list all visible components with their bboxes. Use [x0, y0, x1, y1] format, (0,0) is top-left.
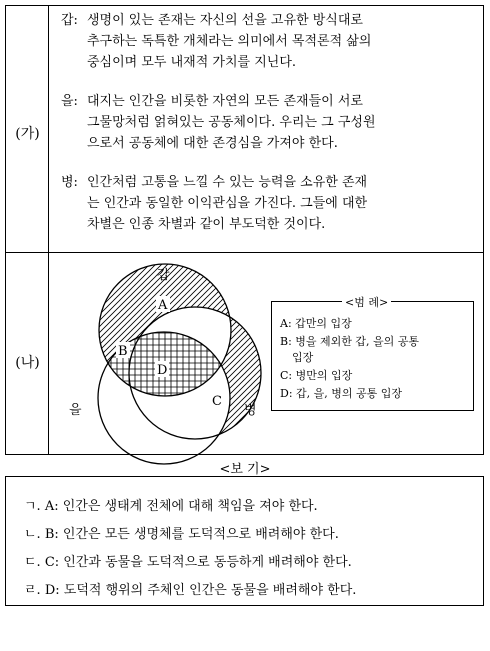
- label-eul: 을: [69, 403, 82, 418]
- bogi-box: [5, 476, 484, 606]
- label-region-a: A: [158, 298, 168, 313]
- row-label-ga: (가): [15, 126, 40, 142]
- legend-box: [271, 296, 474, 411]
- statement-line: 대지는 인간을 비롯한 자연의 모든 존재들이 서로: [87, 94, 363, 109]
- statement-line: 추구하는 독특한 개체라는 의미에서 목적론적 삶의: [87, 34, 372, 49]
- legend-title: <범 례>: [342, 294, 391, 310]
- row-label-na: (나): [15, 355, 40, 371]
- legend-item: D: 갑, 을, 병의 공통 입장: [280, 387, 403, 400]
- statement-line: 으로서 공동체에 대한 존경심을 가져야 한다.: [87, 136, 338, 151]
- bogi-item: ㄴ. B: 인간은 모든 생명체를 도덕적으로 배려해야 한다.: [24, 527, 339, 542]
- label-region-b: B: [118, 344, 128, 359]
- legend-item: B: 병을 제외한 갑, 을의 공통: [280, 335, 420, 348]
- statement-line: 생명이 있는 존재는 자신의 선을 고유한 방식대로: [87, 13, 363, 28]
- statement-line: 차별은 인종 차별과 같이 부도덕한 것이다.: [87, 217, 326, 232]
- legend-item: A: 갑만의 입장: [280, 317, 352, 330]
- label-region-d: D: [157, 363, 168, 378]
- bogi-item: ㄹ. D: 도덕적 행위의 주체인 인간은 동물을 배려해야 한다.: [24, 583, 357, 598]
- legend-item: C: 병만의 입장: [280, 369, 353, 382]
- speaker-label: 을:: [61, 94, 78, 109]
- statement-line: 그물망처럼 얽혀있는 공동체이다. 우리는 그 구성원: [87, 115, 376, 130]
- speaker-label: 갑:: [61, 13, 78, 28]
- legend-item: 입장: [292, 351, 314, 364]
- label-byeong: 병: [244, 403, 257, 418]
- statement-line: 인간처럼 고통을 느낄 수 있는 능력을 소유한 존재: [87, 175, 368, 190]
- statement-line: 중심이며 모두 내재적 가치를 지닌다.: [87, 55, 297, 70]
- bogi-title: <보 기>: [219, 462, 271, 477]
- bogi-item: ㄷ. C: 인간과 동물을 도덕적으로 동등하게 배려해야 한다.: [24, 555, 352, 570]
- speaker-label: 병:: [61, 175, 78, 190]
- label-gap: 갑: [157, 268, 170, 283]
- statement-line: 는 인간과 동일한 이익관심을 가진다. 그들에 대한: [87, 196, 368, 211]
- bogi-item: ㄱ. A: 인간은 생태계 전체에 대해 책임을 져야 한다.: [24, 499, 318, 514]
- label-region-c: C: [212, 394, 222, 409]
